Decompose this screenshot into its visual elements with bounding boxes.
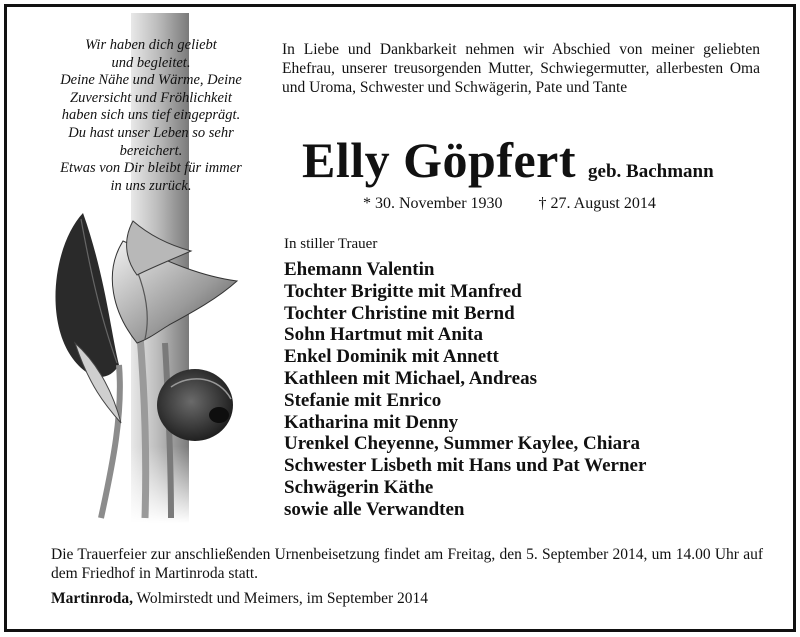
mourner-line: sowie alle Verwandten	[284, 498, 465, 520]
mourner-line: Enkel Dominik mit Annett	[284, 346, 499, 368]
deceased-name-line	[302, 131, 714, 189]
birth-name: geb. Bachmann	[588, 161, 714, 182]
mourner-line: Kathleen mit Michael, Andreas	[284, 367, 537, 389]
place-rest: Wolmirstedt und Meimers, im September 2014	[132, 590, 429, 607]
funeral-info: Die Trauerfeier zur anschließenden Urnenbeisetzung findet am Freitag, den 5. September 2014, um 14.00 Uhr auf dem Friedhof in Martinroda statt.	[51, 546, 763, 582]
deceased-name: Elly Göpfert	[302, 132, 577, 188]
poem-line: Deine Nähe und Wärme, Deine	[60, 72, 242, 89]
mourners-label: In stiller Trauer	[284, 236, 378, 252]
mourner-line: Tochter Christine mit Bernd	[284, 302, 515, 324]
memorial-poem	[27, 37, 275, 195]
farewell-intro: In Liebe und Dankbarkeit nehmen wir Abschied von meiner geliebten Ehefrau, unserer treusorgenden Mutter, Schwiegermutter, allerbesten Oma und Uroma, Schwester und Schwägerin, Pate und Tante	[282, 41, 760, 96]
poem-line: und begleitet.	[111, 54, 191, 71]
birth-date: * 30. November 1930	[363, 195, 503, 212]
notice-frame	[4, 4, 796, 632]
poem-line: Wir haben dich geliebt	[85, 37, 217, 53]
mourner-line: Tochter Brigitte mit Manfred	[284, 280, 522, 302]
mourner-line: Sohn Hartmut mit Anita	[284, 324, 483, 346]
poem-line: Etwas von Dir bleibt für immer	[60, 160, 242, 177]
mourners-list	[284, 259, 646, 521]
mourner-line: Ehemann Valentin	[284, 259, 435, 280]
poem-line: Du hast unser Leben so sehr	[68, 124, 234, 141]
mourner-line: Katharina mit Denny	[284, 411, 459, 433]
mourner-line: Schwester Lisbeth mit Hans und Pat Werner	[284, 455, 647, 477]
mourner-line: Stefanie mit Enrico	[284, 389, 442, 411]
poem-line: bereichert.	[119, 142, 183, 159]
poem-line: in uns zurück.	[110, 177, 192, 194]
mourner-line: Schwägerin Käthe	[284, 476, 434, 498]
death-date: † 27. August 2014	[538, 195, 656, 212]
notice-content	[7, 7, 793, 629]
poem-line: haben sich uns tief eingeprägt.	[61, 107, 241, 124]
poem-line: Zuversicht und Fröhlichkeit	[70, 89, 232, 106]
place-date-line	[51, 590, 428, 608]
mourner-line: Urenkel Cheyenne, Summer Kaylee, Chiara	[284, 433, 641, 455]
life-dates	[363, 195, 656, 213]
place-town: Martinroda,	[51, 590, 133, 607]
